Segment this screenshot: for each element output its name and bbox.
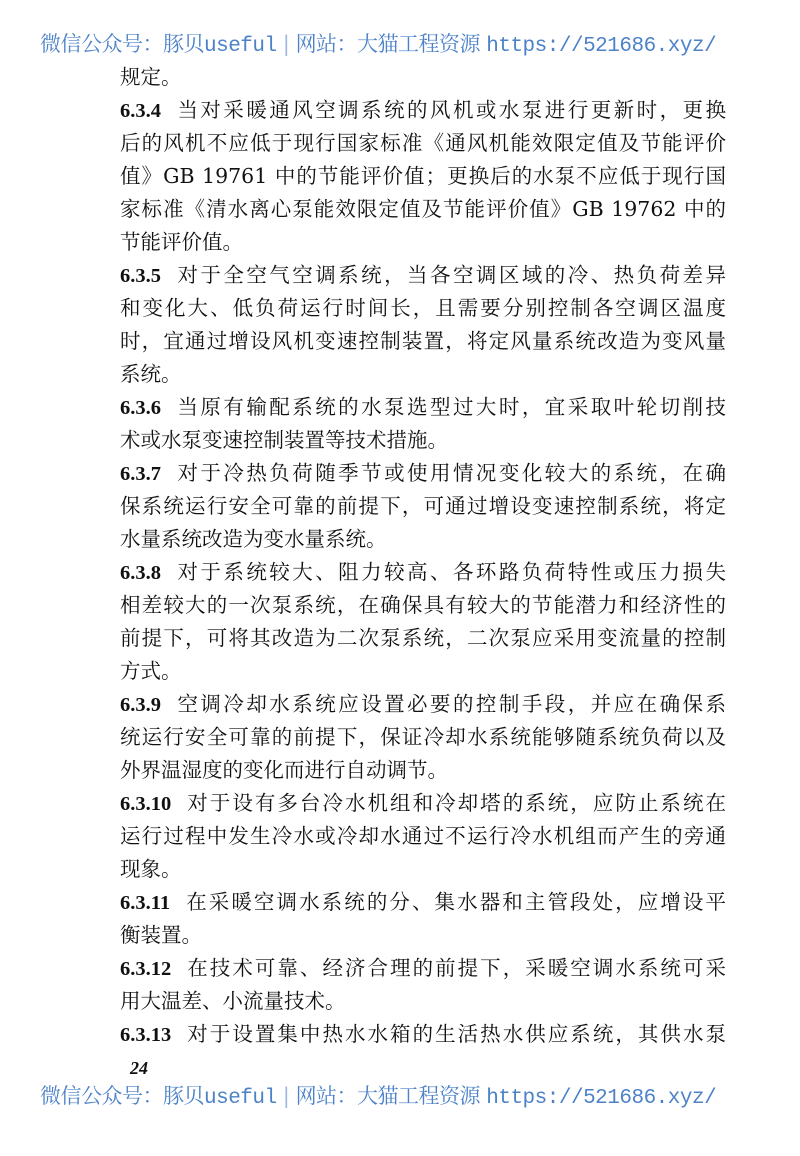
text-line — [120, 919, 726, 952]
clause-text: 保系统运行安全可靠的前提下，可通过增设变速控制系统，将定 — [120, 494, 726, 518]
clause-text: 对于冷热负荷随季节或使用情况变化较大的系统，在确 — [175, 461, 726, 485]
watermark-prefix: 微信公众号：豚贝 — [40, 32, 204, 56]
clause-text: 现象。 — [120, 857, 182, 881]
clause-text: 用大温差、小流量技术。 — [120, 989, 346, 1013]
clause-number: 6.3.4 — [120, 100, 161, 122]
clause-text: 当原有输配系统的水泵选型过大时，宜采取叶轮切削技 — [175, 395, 726, 419]
clause-text: 节能评价值。 — [120, 230, 243, 254]
text-line — [120, 325, 726, 358]
clause-6-3-13 — [120, 1018, 726, 1051]
clause-number: 6.3.12 — [120, 958, 172, 980]
watermark-bottom — [40, 1080, 765, 1110]
clause-6-3-5 — [120, 259, 726, 391]
text-line — [120, 490, 726, 523]
clause-text: 运行过程中发生冷水或冷却水通过不运行冷水机组而产生的旁通 — [120, 824, 726, 848]
clause-text: 衡装置。 — [120, 923, 202, 947]
watermark-top — [40, 28, 765, 58]
text-line — [120, 787, 726, 820]
clause-number: 6.3.8 — [120, 562, 161, 584]
watermark-brand: useful — [204, 1087, 277, 1110]
clause-text: 规定。 — [120, 65, 182, 89]
clause-number: 6.3.5 — [120, 265, 161, 287]
text-line — [120, 193, 726, 226]
text-line — [120, 721, 726, 754]
clause-text: 水量系统改造为变水量系统。 — [120, 527, 387, 551]
text-line — [120, 358, 726, 391]
clause-text: 方式。 — [120, 659, 182, 683]
text-line — [120, 886, 726, 919]
text-line — [120, 952, 726, 985]
watermark-site: 网站：大猫工程资源 — [295, 1084, 487, 1108]
clause-number: 6.3.10 — [120, 793, 172, 815]
clause-number: 6.3.6 — [120, 397, 161, 419]
clause-6-3-4 — [120, 94, 726, 259]
text-line — [120, 259, 726, 292]
clause-text: 当对采暖通风空调系统的风机或水泵进行更新时，更换 — [175, 98, 726, 122]
watermark-site: 网站：大猫工程资源 — [295, 32, 487, 56]
text-line — [120, 94, 726, 127]
watermark-url: https://521686.xyz/ — [486, 1087, 717, 1110]
text-line — [120, 655, 726, 688]
paragraph-continuation — [120, 61, 726, 94]
watermark-sep: | — [276, 1084, 296, 1108]
text-line — [120, 1018, 726, 1051]
clause-text: 前提下，可将其改造为二次泵系统，二次泵应采用变流量的控制 — [120, 626, 726, 650]
clause-6-3-10 — [120, 787, 726, 886]
clause-text: 外界温湿度的变化而进行自动调节。 — [120, 758, 448, 782]
text-line — [120, 853, 726, 886]
watermark-prefix: 微信公众号：豚贝 — [40, 1084, 204, 1108]
text-line — [120, 688, 726, 721]
clause-number: 6.3.7 — [120, 463, 161, 485]
clause-text: 对于设置集中热水水箱的生活热水供应系统，其供水泵 — [185, 1022, 726, 1046]
clause-6-3-6 — [120, 391, 726, 457]
watermark-brand: useful — [204, 35, 277, 58]
document-body — [120, 61, 726, 1051]
text-line — [120, 424, 726, 457]
text-line — [120, 589, 726, 622]
clause-text: 系统。 — [120, 362, 182, 386]
text-line — [120, 820, 726, 853]
clause-6-3-7 — [120, 457, 726, 556]
clause-6-3-9 — [120, 688, 726, 787]
text-line — [120, 457, 726, 490]
clause-6-3-8 — [120, 556, 726, 688]
clause-6-3-11 — [120, 886, 726, 952]
clause-text: 时，宜通过增设风机变速控制装置，将定风量系统改造为变风量 — [120, 329, 726, 353]
clause-number: 6.3.13 — [120, 1024, 172, 1046]
clause-number: 6.3.9 — [120, 694, 161, 716]
clause-text: 术或水泵变速控制装置等技术措施。 — [120, 428, 448, 452]
text-line — [120, 556, 726, 589]
text-line — [120, 523, 726, 556]
clause-text: 在采暖空调水系统的分、集水器和主管段处，应增设平 — [184, 890, 726, 914]
clause-text: 对于设有多台冷水机组和冷却塔的系统，应防止系统在 — [185, 791, 726, 815]
text-line — [120, 226, 726, 259]
text-line — [120, 622, 726, 655]
clause-text: 值》GB 19761 中的节能评价值；更换后的水泵不应低于现行国 — [120, 164, 726, 188]
clause-text: 相差较大的一次泵系统，在确保具有较大的节能潜力和经济性的 — [120, 593, 726, 617]
text-line — [120, 754, 726, 787]
clause-text: 和变化大、低负荷运行时间长，且需要分别控制各空调区温度 — [120, 296, 726, 320]
text-line — [120, 61, 726, 94]
clause-text: 对于系统较大、阻力较高、各环路负荷特性或压力损失 — [175, 560, 726, 584]
clause-text: 在技术可靠、经济合理的前提下，采暖空调水系统可采 — [185, 956, 726, 980]
clause-text: 统运行安全可靠的前提下，保证冷却水系统能够随系统负荷以及 — [120, 725, 726, 749]
clause-6-3-12 — [120, 952, 726, 1018]
clause-text: 家标准《清水离心泵能效限定值及节能评价值》GB 19762 中的 — [120, 197, 726, 221]
text-line — [120, 292, 726, 325]
watermark-url: https://521686.xyz/ — [486, 35, 717, 58]
text-line — [120, 160, 726, 193]
text-line — [120, 985, 726, 1018]
clause-text: 对于全空气空调系统，当各空调区域的冷、热负荷差异 — [175, 263, 726, 287]
watermark-sep: | — [276, 32, 296, 56]
clause-number: 6.3.11 — [120, 892, 171, 914]
text-line — [120, 391, 726, 424]
page-number: 24 — [130, 1058, 148, 1078]
clause-text: 空调冷却水系统应设置必要的控制手段，并应在确保系 — [175, 692, 726, 716]
clause-text: 后的风机不应低于现行国家标准《通风机能效限定值及节能评价 — [120, 131, 726, 155]
text-line — [120, 127, 726, 160]
